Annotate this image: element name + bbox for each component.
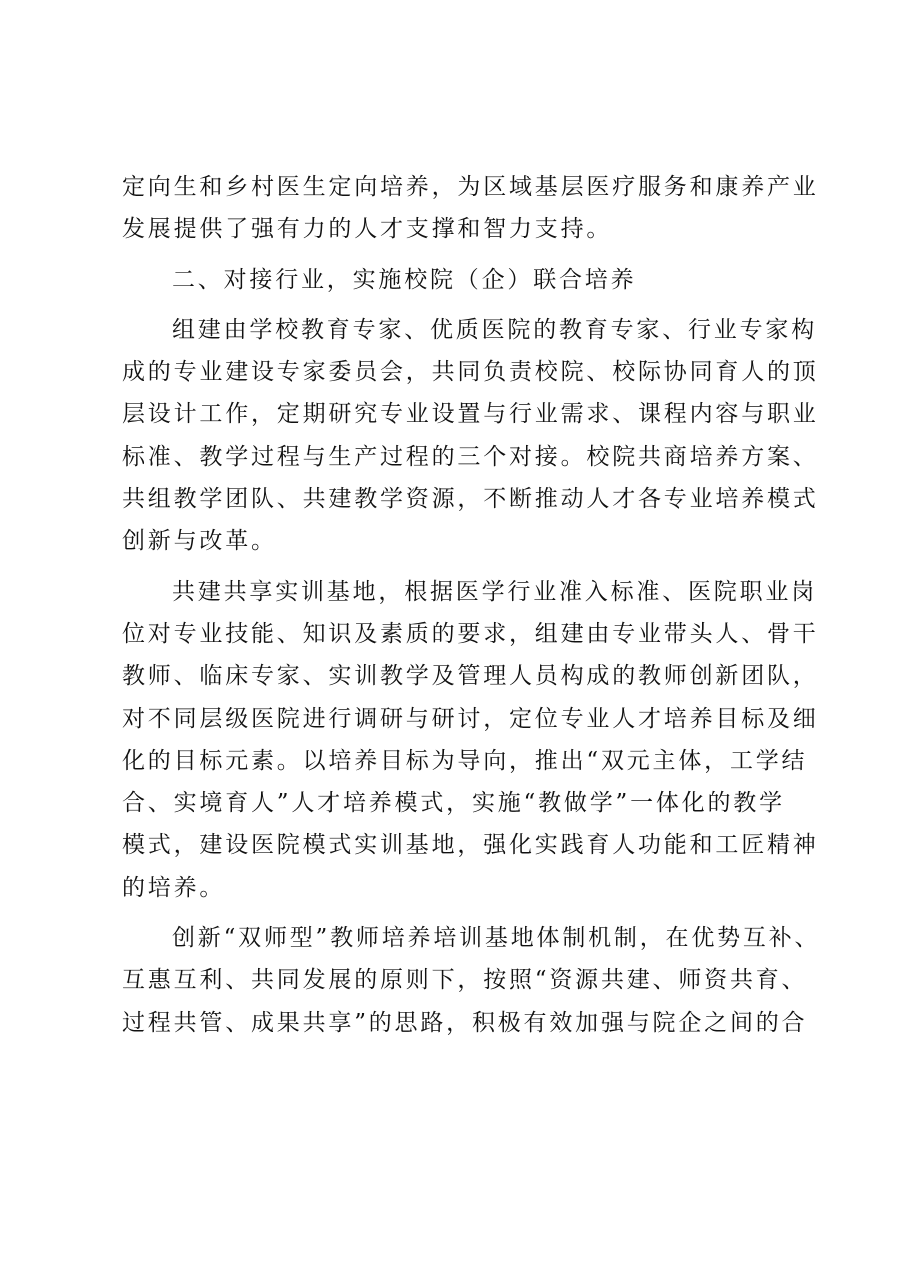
text-line: 发展提供了强有力的人才支撑和智力支持。 — [122, 216, 613, 243]
text-line: 层设计工作，定期研究专业设置与行业需求、课程内容与职业 — [122, 401, 819, 428]
text-line: 共建共享实训基地，根据医学行业准入标准、医院职业岗 — [172, 578, 817, 605]
paragraph — [122, 571, 819, 909]
text-line: 对不同层级医院进行调研与研讨，定位专业人才培养目标及细 — [122, 705, 819, 732]
section-heading — [122, 259, 802, 301]
paragraph — [122, 309, 819, 563]
text-line: 创新与改革。 — [122, 528, 277, 555]
text-line: 的培养。 — [122, 874, 226, 901]
section-heading-text: 二、对接行业，实施校院（企）联合培养 — [172, 266, 637, 293]
text-line: 合、实境育人”人才培养模式，实施“教做学”一体化的教学 — [122, 790, 785, 817]
paragraph-continuation — [122, 166, 819, 251]
text-line: 成的专业建设专家委员会，共同负责校院、校际协同育人的顶 — [122, 359, 819, 386]
text-line: 化的目标元素。以培养目标为导向，推出“双元主体，工学结 — [122, 747, 808, 774]
text-line: 创新“双师型”教师培养培训基地体制机制，在优势互补、 — [172, 925, 821, 952]
text-line: 模式，建设医院模式实训基地，强化实践育人功能和工匠精神 — [122, 832, 819, 859]
document-body — [122, 166, 821, 1044]
text-line: 标准、教学过程与生产过程的三个对接。校院共商培养方案、 — [122, 443, 819, 470]
text-line: 共组教学团队、共建教学资源，不断推动人才各专业培养模式 — [122, 486, 819, 513]
text-line: 定向生和乡村医生定向培养，为区域基层医疗服务和康养产业 — [122, 174, 819, 200]
text-line: 互惠互利、共同发展的原则下，按照“资源共建、师资共育、 — [122, 967, 808, 994]
text-line: 教师、临床专家、实训教学及管理人员构成的教师创新团队， — [122, 663, 819, 690]
text-line: 位对专业技能、知识及素质的要求，组建由专业带头人、骨干 — [122, 620, 819, 647]
text-line: 组建由学校教育专家、优质医院的教育专家、行业专家构 — [172, 316, 817, 343]
text-line: 过程共管、成果共享”的思路，积极有效加强与院企之间的合 — [122, 1009, 808, 1036]
paragraph — [122, 917, 821, 1044]
